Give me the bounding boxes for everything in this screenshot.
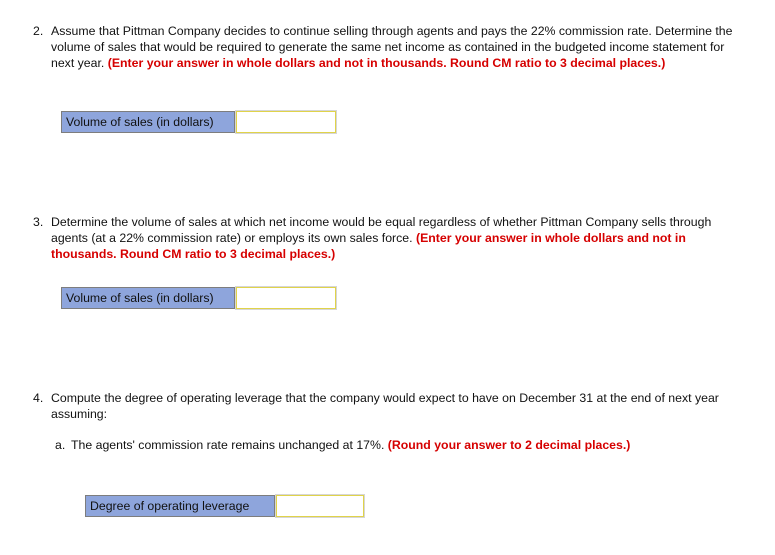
question-4a-body: The agents' commission rate remains unchanged at 17%. xyxy=(71,438,388,452)
question-4a-text xyxy=(71,437,675,453)
question-2-instruction: (Enter your answer in whole dollars and not in thousands. Round CM ratio to 3 decimal places.) xyxy=(107,56,666,70)
question-3-answer-row xyxy=(61,287,336,309)
question-3-instruction: (Enter your answer in whole dollars and not in thousands. Round CM ratio to 3 decimal places.) xyxy=(51,231,686,261)
question-4a-degree-of-operating-leverage-input[interactable] xyxy=(276,495,364,517)
question-2-number: 2. xyxy=(33,24,44,38)
question-2-answer-label: Volume of sales (in dollars) xyxy=(61,111,235,133)
question-3 xyxy=(33,214,733,262)
question-3-body: Determine the volume of sales at which net income would be equal regardless of whether Pittman Company sells through agents (at a 22% commission rate) or employs its own sales force. xyxy=(51,215,712,245)
question-3-text xyxy=(51,214,733,262)
question-4-text: Compute the degree of operating leverage that the company would expect to have on December 31 at the end of next year assuming: xyxy=(51,391,719,421)
question-4a-answer-row xyxy=(85,495,364,517)
question-3-number: 3. xyxy=(33,215,44,229)
question-2-volume-of-sales-input[interactable] xyxy=(236,111,336,133)
question-3-volume-of-sales-input[interactable] xyxy=(236,287,336,309)
question-4a-instruction: (Round your answer to 2 decimal places.) xyxy=(387,438,631,452)
question-4 xyxy=(33,390,733,422)
question-3-answer-label: Volume of sales (in dollars) xyxy=(61,287,235,309)
question-4a xyxy=(55,437,675,453)
question-4a-label: a. xyxy=(55,438,66,452)
question-2-text xyxy=(51,23,733,71)
question-4a-answer-label: Degree of operating leverage xyxy=(85,495,275,517)
question-2 xyxy=(33,23,733,71)
question-2-answer-row xyxy=(61,111,336,133)
question-2-body: Assume that Pittman Company decides to continue selling through agents and pays the 22% commission rate. Determine the volume of sales that would be required to generate the same net income as contained in the budgeted income statement for next year. xyxy=(51,24,733,70)
question-4-number: 4. xyxy=(33,391,44,405)
